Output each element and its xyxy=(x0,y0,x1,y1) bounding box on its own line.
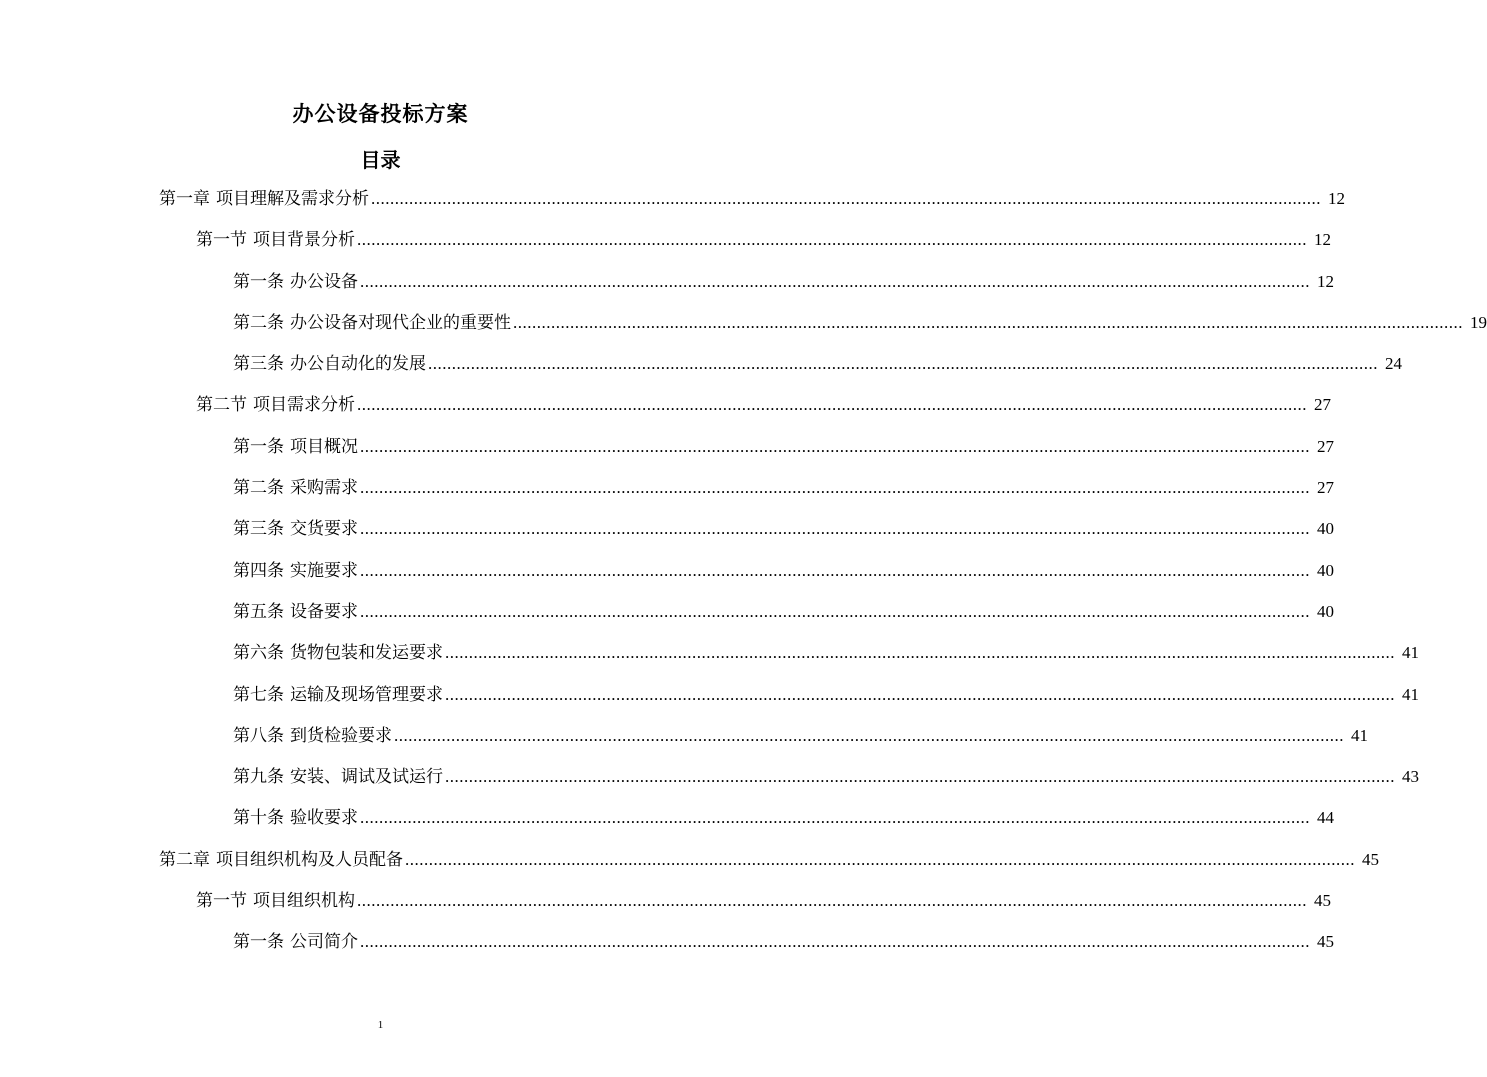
toc-leader-dots: ........................................................................................................................................................................................................ xyxy=(360,932,1310,952)
toc-entry-label xyxy=(233,557,358,585)
toc-entry[interactable] xyxy=(196,226,1331,267)
toc-entry-text: 货物包装和发运要求 xyxy=(290,643,443,664)
toc-entry-number: 第八条 xyxy=(233,725,284,746)
toc-entry-label xyxy=(233,681,443,709)
toc-entry[interactable] xyxy=(233,474,1334,515)
toc-entry[interactable] xyxy=(196,391,1331,432)
toc-entry-page: 19 xyxy=(1470,312,1487,332)
toc-entry[interactable] xyxy=(196,887,1331,928)
toc-entry[interactable] xyxy=(233,557,1334,598)
toc-entry-number: 第九条 xyxy=(233,767,284,788)
toc-entry-page: 45 xyxy=(1314,891,1331,911)
toc-entry-number: 第五条 xyxy=(233,601,284,622)
toc-entry-page: 27 xyxy=(1314,395,1331,415)
toc-leader-dots: ........................................................................................................................................................................................................ xyxy=(360,478,1310,498)
toc-entry-label xyxy=(233,804,358,832)
toc-entry-number: 第二章 xyxy=(159,849,210,870)
toc-entry-page: 40 xyxy=(1317,601,1334,621)
toc-entry-label xyxy=(233,928,358,956)
toc-entry-number: 第一节 xyxy=(196,230,247,251)
toc-heading: 目录 xyxy=(360,148,401,172)
toc-entry[interactable] xyxy=(233,350,1402,391)
toc-entry-page: 41 xyxy=(1351,725,1368,745)
toc-entry-number: 第十条 xyxy=(233,808,284,829)
toc-leader-dots: ........................................................................................................................................................................................................ xyxy=(513,312,1463,332)
toc-entry-label xyxy=(233,598,358,626)
toc-entry-page: 12 xyxy=(1317,271,1334,291)
toc-entry-text: 采购需求 xyxy=(290,478,358,499)
page-number: 1 xyxy=(377,1019,384,1031)
toc-entry-page: 24 xyxy=(1385,354,1402,374)
toc-entry-page: 40 xyxy=(1317,560,1334,580)
toc-entry-page: 43 xyxy=(1402,767,1419,787)
toc-entry-label xyxy=(233,309,511,337)
toc-entry-text: 交货要求 xyxy=(290,519,358,540)
toc-entry-label xyxy=(233,268,358,296)
toc-entry-label xyxy=(233,350,426,378)
toc-entry-page: 45 xyxy=(1317,932,1334,952)
toc-leader-dots: ........................................................................................................................................................................................................ xyxy=(360,808,1310,828)
toc-entry-label xyxy=(159,185,369,213)
toc-entry-number: 第一条 xyxy=(233,932,284,953)
toc-leader-dots: ........................................................................................................................................................................................................ xyxy=(357,891,1307,911)
table-of-contents xyxy=(0,185,1487,970)
toc-entry[interactable] xyxy=(233,928,1334,969)
toc-entry-text: 验收要求 xyxy=(290,808,358,829)
toc-entry-label xyxy=(159,846,403,874)
toc-entry-page: 27 xyxy=(1317,436,1334,456)
toc-entry-text: 项目概况 xyxy=(290,436,358,457)
toc-entry-text: 运输及现场管理要求 xyxy=(290,684,443,705)
toc-entry-number: 第一条 xyxy=(233,271,284,292)
toc-entry-number: 第一节 xyxy=(196,891,247,912)
toc-entry-text: 实施要求 xyxy=(290,560,358,581)
toc-entry-label xyxy=(233,763,443,791)
toc-entry-page: 41 xyxy=(1402,643,1419,663)
toc-entry[interactable] xyxy=(233,763,1419,804)
toc-entry-label xyxy=(233,515,358,543)
toc-entry-label xyxy=(233,433,358,461)
toc-entry-page: 12 xyxy=(1314,230,1331,250)
toc-entry-page: 41 xyxy=(1402,684,1419,704)
document-title: 办公设备投标方案 xyxy=(292,101,469,126)
toc-entry-text: 安装、调试及试运行 xyxy=(290,767,443,788)
toc-leader-dots: ........................................................................................................................................................................................................ xyxy=(357,395,1307,415)
toc-leader-dots: ........................................................................................................................................................................................................ xyxy=(357,230,1307,250)
toc-leader-dots: ........................................................................................................................................................................................................ xyxy=(371,189,1321,208)
toc-entry-text: 办公设备对现代企业的重要性 xyxy=(290,312,511,333)
toc-entry-label xyxy=(233,722,392,750)
toc-entry-number: 第一章 xyxy=(159,189,210,209)
toc-entry-number: 第三条 xyxy=(233,519,284,540)
toc-entry[interactable] xyxy=(233,433,1334,474)
toc-entry-text: 公司简介 xyxy=(290,932,358,953)
toc-entry-text: 办公设备 xyxy=(290,271,358,292)
toc-entry-label xyxy=(196,391,355,419)
toc-entry-text: 项目背景分析 xyxy=(253,230,355,251)
toc-entry[interactable] xyxy=(159,185,1345,226)
toc-entry-label xyxy=(233,474,358,502)
toc-leader-dots: ........................................................................................................................................................................................................ xyxy=(428,354,1378,374)
toc-entry-label xyxy=(196,226,355,254)
toc-entry-page: 12 xyxy=(1328,189,1345,208)
toc-leader-dots: ........................................................................................................................................................................................................ xyxy=(445,643,1395,663)
toc-entry-page: 44 xyxy=(1317,808,1334,828)
toc-entry[interactable] xyxy=(233,681,1419,722)
toc-entry-number: 第六条 xyxy=(233,643,284,664)
toc-entry-number: 第二条 xyxy=(233,312,284,333)
toc-leader-dots: ........................................................................................................................................................................................................ xyxy=(360,560,1310,580)
toc-entry-text: 设备要求 xyxy=(290,601,358,622)
toc-entry[interactable] xyxy=(233,639,1419,680)
toc-entry-text: 到货检验要求 xyxy=(290,725,392,746)
toc-entry[interactable] xyxy=(159,846,1379,887)
toc-entry-text: 项目理解及需求分析 xyxy=(216,189,369,209)
toc-leader-dots: ........................................................................................................................................................................................................ xyxy=(360,601,1310,621)
toc-entry-label xyxy=(233,639,443,667)
toc-entry-page: 27 xyxy=(1317,478,1334,498)
toc-entry-text: 项目组织机构及人员配备 xyxy=(216,849,403,870)
toc-entry-label xyxy=(196,887,355,915)
toc-entry[interactable] xyxy=(233,598,1334,639)
toc-entry[interactable] xyxy=(233,268,1334,309)
toc-entry-number: 第四条 xyxy=(233,560,284,581)
toc-leader-dots: ........................................................................................................................................................................................................ xyxy=(360,271,1310,291)
toc-entry[interactable] xyxy=(233,309,1487,350)
toc-leader-dots: ........................................................................................................................................................................................................ xyxy=(445,684,1395,704)
toc-entry-number: 第一条 xyxy=(233,436,284,457)
toc-entry-text: 项目组织机构 xyxy=(253,891,355,912)
toc-entry-number: 第二节 xyxy=(196,395,247,416)
toc-entry-number: 第二条 xyxy=(233,478,284,499)
toc-leader-dots: ........................................................................................................................................................................................................ xyxy=(360,519,1310,539)
toc-entry-number: 第七条 xyxy=(233,684,284,705)
toc-leader-dots: ........................................................................................................................................................................................................ xyxy=(405,849,1355,869)
toc-leader-dots: ........................................................................................................................................................................................................ xyxy=(360,436,1310,456)
toc-entry-page: 45 xyxy=(1362,849,1379,869)
toc-entry-number: 第三条 xyxy=(233,354,284,375)
toc-entry[interactable] xyxy=(233,722,1368,763)
toc-leader-dots: ........................................................................................................................................................................................................ xyxy=(445,767,1395,787)
toc-entry[interactable] xyxy=(233,804,1334,845)
toc-entry-text: 办公自动化的发展 xyxy=(290,354,426,375)
toc-leader-dots: ........................................................................................................................................................................................................ xyxy=(394,725,1344,745)
toc-entry-text: 项目需求分析 xyxy=(253,395,355,416)
toc-entry-page: 40 xyxy=(1317,519,1334,539)
toc-entry[interactable] xyxy=(233,515,1334,556)
